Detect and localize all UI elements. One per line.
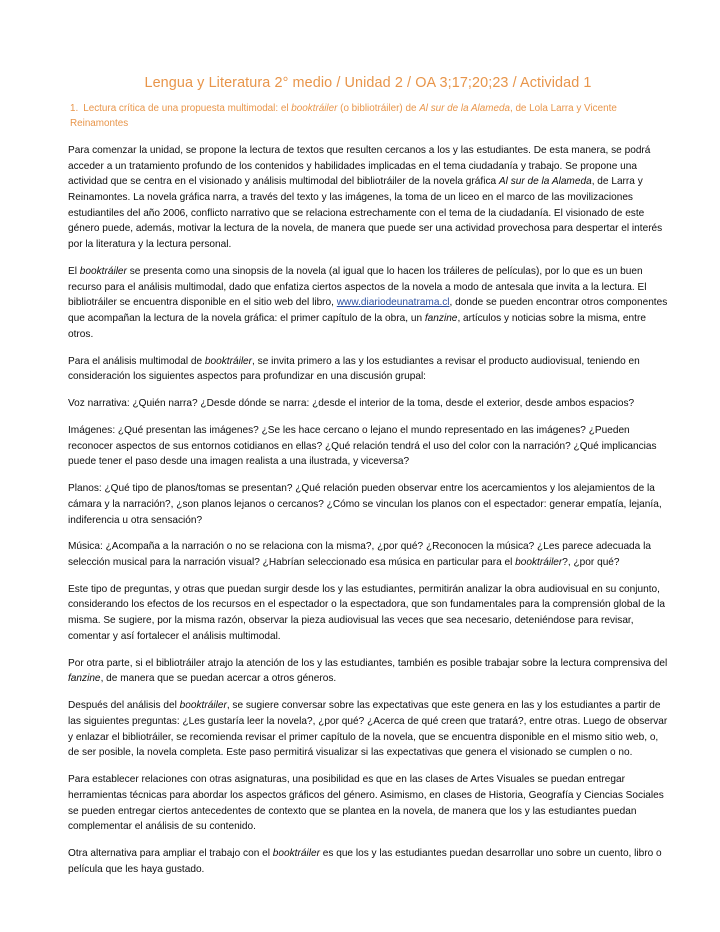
- text-run: , se invita primero a las y los estudiantes a revisar el producto audiovisual, teniendo en consideración los siguientes aspectos para profundizar en una discusión grupal:: [68, 355, 640, 383]
- text-run: Planos: ¿Qué tipo de planos/tomas se presentan? ¿Qué relación pueden observar entre los acercamientos y los alejamientos de la cámara y la narración?, ¿son planos lejanos o cercanos? ¿Cómo se vinculan los planos con el espectador: generar empatía, lejanía, indiferencia u otra sensación?: [68, 483, 662, 526]
- paragraph: [68, 846, 668, 877]
- paragraph: [68, 354, 668, 385]
- italic-term: booktráiler: [515, 556, 563, 568]
- activity-subtitle-italic2: Al sur de la Alameda: [419, 102, 510, 114]
- paragraph: [68, 481, 668, 528]
- italic-term: booktráiler: [179, 700, 227, 712]
- italic-term: booktráiler: [272, 847, 320, 859]
- document-body: [68, 143, 668, 878]
- text-run: Después del análisis del: [68, 700, 180, 712]
- italic-term: booktráiler: [204, 355, 253, 367]
- paragraph: [68, 582, 668, 645]
- text-run: , de Larra y Reinamontes. La novela gráfica narra, a través del texto y las imágenes, la toma de un liceo en el marco de las movilizaciones estudiantiles del año 2006, conflicto narrativo que se relaciona estrechamente con el tema de la ciudadanía. El visionado de este género puede, además, motivar la lectura de la novela, de manera que puede ser una actividad provechosa para despertar el interés por la literatura y la lectura personal.: [68, 176, 663, 251]
- text-run: Otra alternativa para ampliar el trabajo con el: [68, 847, 273, 859]
- activity-subtitle-part3: , de Lola Larra y Vicente Reinamontes: [70, 102, 617, 129]
- paragraph: [68, 143, 668, 253]
- italic-term: fanzine: [68, 673, 101, 685]
- paragraph: [68, 539, 668, 570]
- text-run: es que los y las estudiantes puedan desarrollar uno sobre un cuento, libro o película que les haya gustado.: [68, 847, 662, 875]
- paragraph: [68, 396, 668, 412]
- page-title: Lengua y Literatura 2° medio / Unidad 2 / OA 3;17;20;23 / Actividad 1: [144, 75, 592, 91]
- paragraph: [68, 772, 668, 835]
- text-run: se presenta como una sinopsis de la novela (al igual que lo hacen los tráileres de películas), por lo que es un buen recurso para el análisis multimodal, dado que enfatiza ciertos aspectos de la novela a modo de antesala que invita a la lectura. El bibliotráiler se encuentra disponible en el sitio web del libro,: [68, 265, 647, 309]
- text-run: Música: ¿Acompaña a la narración o no se relaciona con la misma?, ¿por qué? ¿Reconocen la música? ¿Les parece adecuada la selección musical para la narración visual? ¿Habrían seleccionado esa música en particular para el: [68, 541, 651, 568]
- activity-subtitle-italic1: booktráiler: [291, 102, 338, 114]
- text-run: , artículos y noticias sobre la misma, entre otros.: [68, 313, 646, 340]
- paragraph: [68, 656, 668, 687]
- text-run: Para establecer relaciones con otras asignaturas, una posibilidad es que en las clases de Artes Visuales se puedan entregar herramientas técnicas para abordar los aspectos gráficos del género. Asimismo, en clases de Historia, Geografía y Ciencias Sociales se pueden entregar ciertos antecedentes de contexto que se plantea en la novela, de manera que los y las estudiantes puedan complementar el análisis de su contenido.: [68, 774, 664, 833]
- activity-subtitle-part1: Lectura crítica de una propuesta multimodal: el: [83, 102, 292, 114]
- activity-subtitle-part2: (o bibliotráiler) de: [337, 102, 420, 114]
- text-run: Este tipo de preguntas, y otras que puedan surgir desde los y las estudiantes, permitirán analizar la obra audiovisual en su conjunto, considerando los efectos de los recursos en el espectador o la espectadora, que son fundamentales para la comprensión global de la misma. Se sugiere, por la misma razón, observar la pieza audiovisual las veces que sea necesario, deteniéndose para revisar, comentar y así fortalecer el análisis multimodal.: [68, 583, 666, 642]
- text-run: , de manera que se puedan acercar a otros géneros.: [100, 673, 337, 685]
- text-run: ?, ¿por qué?: [562, 556, 620, 568]
- paragraph: [68, 264, 668, 343]
- text-run: El: [68, 265, 80, 277]
- text-run: Voz narrativa: ¿Quién narra? ¿Desde dónde se narra: ¿desde el interior de la toma, desde el exterior, desde ambos espacios?: [68, 398, 635, 410]
- text-run: Imágenes: ¿Qué presentan las imágenes? ¿Se les hace cercano o lejano el mundo representado en las imágenes? ¿Pueden reconocer aspectos de sus entornos cotidianos en ellas? ¿Qué relación tendrá el uso del color con la narración? ¿Qué implicancias puede tener el paso desde una imagen realista a una ilustrada, y viceversa?: [68, 424, 657, 468]
- text-run: Para el análisis multimodal de: [68, 355, 205, 367]
- activity-subtitle: [68, 101, 668, 131]
- italic-term: booktráiler: [79, 265, 127, 277]
- paragraph: [68, 423, 668, 470]
- text-run: , donde se pueden encontrar otros componentes que acompañan la lectura de la novela gráfica: el primer capítulo de la obra, un: [68, 297, 668, 325]
- text-run: Para comenzar la unidad, se propone la lectura de textos que resulten cercanos a los y las estudiantes. De esta manera, se podrá acceder a un tratamiento profundo de los contenidos y habilidades implicadas en el tema ciudadanía y trabajo. Se propone una actividad que se centra en el visionado y análisis multimodal del bibliotráiler de la novela gráfica: [68, 144, 651, 188]
- italic-term: Al sur de la Alameda: [498, 176, 592, 188]
- external-link[interactable]: www.diariodeunatrama.cl: [336, 297, 450, 309]
- activity-number: 1.: [70, 102, 79, 114]
- text-run: Por otra parte, si el bibliotráiler atrajo la atención de los y las estudiantes, también es posible trabajar sobre la lectura comprensiva del: [68, 657, 668, 669]
- italic-term: fanzine: [424, 313, 458, 325]
- paragraph: [68, 698, 668, 761]
- text-run: , se sugiere conversar sobre las expectativas que este genera en las y los estudiantes a partir de las siguientes preguntas: ¿Les gustaría leer la novela?, ¿por qué? ¿Acerca de qué creen que tratará?, entre otras. Luego de observar y enlazar el bibliotráiler, se recomienda revisar el primer capítulo de la novela, que se encuentra disponible en el mismo sitio web, o, de ser posible, la novela completa. Este paso permitirá visualizar si las expectativas que genera el visionado se cumplen o no.: [68, 700, 668, 759]
